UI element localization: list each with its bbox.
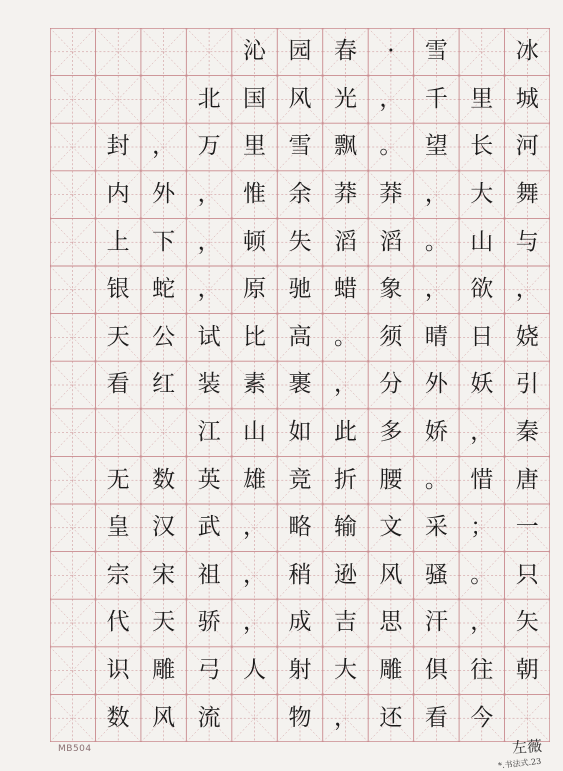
glyph-cell: 吉 [333,609,357,636]
glyph-cell: 惟 [243,181,267,208]
glyph-cell: 千 [424,85,448,112]
glyph-cell: 欲 [470,276,494,303]
glyph-cell: 看 [106,371,130,398]
glyph-cell: 秦 [515,419,539,446]
glyph-cell: ， [243,561,267,588]
glyph-cell: 晴 [424,323,448,350]
glyph-cell: 裹 [288,371,312,398]
glyph-cell: 余 [288,181,312,208]
glyph-cell: 北 [197,85,221,112]
glyph-cell: 蛇 [152,276,176,303]
glyph-cell: 内 [106,181,130,208]
glyph-cell: 往 [470,657,494,684]
glyph-cell: 园 [288,38,312,65]
glyph-cell: ， [424,276,448,303]
glyph-cell: ， [243,609,267,636]
glyph-cell: 雕 [379,657,403,684]
glyph-cell: 大 [470,181,494,208]
glyph-cell: 大 [333,657,357,684]
glyph-cell: 日 [470,323,494,350]
glyph-cell: 矢 [515,609,539,636]
glyph-cell: 装 [197,371,221,398]
glyph-cell: 驰 [288,276,312,303]
glyph-cell: 下 [152,228,176,255]
glyph-cell: 俱 [424,657,448,684]
glyph-cell: 山 [470,228,494,255]
glyph-cell: 长 [470,133,494,160]
glyph-cell: ， [470,609,494,636]
glyph-cell: 成 [288,609,312,636]
glyph-cell: ， [197,181,221,208]
glyph-cell: 骚 [424,561,448,588]
glyph-cell: 高 [288,323,312,350]
glyph-cell: 封 [106,133,130,160]
glyph-cell: 。 [424,228,448,255]
glyph-cell: 。 [470,561,494,588]
glyph-cell: 须 [379,323,403,350]
glyph-cell: ， [515,276,539,303]
glyph-cell: 莽 [333,181,357,208]
glyph-cell: 雪 [424,38,448,65]
glyph-cell: 光 [333,85,357,112]
grid-sheet [50,28,550,742]
glyph-cell: ， [379,85,403,112]
glyph-cell: 代 [106,609,130,636]
glyph-cell: ， [152,133,176,160]
glyph-cell: 稍 [288,561,312,588]
glyph-cell: 。 [424,466,448,493]
glyph-cell: 。 [333,323,357,350]
glyph-cell: 多 [379,419,403,446]
glyph-cell: ， [197,228,221,255]
glyph-cell: 国 [243,85,267,112]
glyph-cell: 人 [243,657,267,684]
glyph-cell: 妖 [470,371,494,398]
glyph-cell: 蜡 [333,276,357,303]
glyph-cell: 宗 [106,561,130,588]
glyph-cell: 朝 [515,657,539,684]
glyph-cell: 腰 [379,466,403,493]
glyph-cell: 分 [379,371,403,398]
glyph-cell: 数 [106,704,130,731]
glyph-cell: 雕 [152,657,176,684]
glyph-cell: 流 [197,704,221,731]
glyph-cell: 江 [197,419,221,446]
glyph-cell: 与 [515,228,539,255]
glyph-cell: 天 [106,323,130,350]
glyph-cell: ， [424,181,448,208]
glyph-cell: 思 [379,609,403,636]
glyph-cell: 山 [243,419,267,446]
glyph-cell: 风 [152,704,176,731]
glyph-cell: 物 [288,704,312,731]
glyph-cell: 只 [515,561,539,588]
signature: 左薇 [511,736,543,758]
glyph-cell: 识 [106,657,130,684]
glyph-cell: 竞 [288,466,312,493]
glyph-cell: ， [470,419,494,446]
glyph-cell: 娆 [515,323,539,350]
glyph-cell: 失 [288,228,312,255]
glyph-cell: 望 [424,133,448,160]
glyph-cell: ； [470,514,494,541]
glyph-cell: 冰 [515,38,539,65]
glyph-cell: 武 [197,514,221,541]
glyph-cell: 文 [379,514,403,541]
glyph-cell: 城 [515,85,539,112]
glyph-cell: 滔 [379,228,403,255]
glyph-cell: 今 [470,704,494,731]
glyph-cell: 一 [515,514,539,541]
glyph-cell: 银 [106,276,130,303]
glyph-cell: 外 [152,181,176,208]
glyph-cell: · [387,38,395,65]
glyph-cell: 。 [379,133,403,160]
glyph-cell: 引 [515,371,539,398]
glyph-cell: 原 [243,276,267,303]
glyph-cell: 风 [288,85,312,112]
glyph-cell: 里 [470,85,494,112]
glyph-cell: 祖 [197,561,221,588]
glyph-cell: 射 [288,657,312,684]
glyph-cell: 舞 [515,181,539,208]
glyph-cell: 采 [424,514,448,541]
glyph-cell: 看 [424,704,448,731]
glyph-cell: 雄 [243,466,267,493]
glyph-cell: 飘 [333,133,357,160]
glyph-cell: 试 [197,323,221,350]
glyph-cell: 英 [197,466,221,493]
glyph-cell: 皇 [106,514,130,541]
glyph-cell: 比 [243,323,267,350]
glyph-cell: 略 [288,514,312,541]
signature-date: *.书法式.23 [497,756,542,771]
glyph-cell: 输 [333,514,357,541]
glyph-cell: 顿 [243,228,267,255]
glyph-cell: 逊 [333,561,357,588]
glyph-cell: 公 [152,323,176,350]
glyph-cell: 汗 [424,609,448,636]
glyph-cell: 里 [243,133,267,160]
glyph-cell: 如 [288,419,312,446]
glyph-cell: 此 [333,419,357,446]
glyph-cell: 天 [152,609,176,636]
glyph-cell: 折 [333,466,357,493]
glyph-cell: 无 [106,466,130,493]
glyph-cell: 外 [424,371,448,398]
glyph-cell: 雪 [288,133,312,160]
glyph-cell: 春 [333,38,357,65]
glyph-cell: 莽 [379,181,403,208]
glyph-cell: 骄 [197,609,221,636]
glyph-cell: 风 [379,561,403,588]
glyph-cell: 宋 [152,561,176,588]
glyph-cell: 红 [152,371,176,398]
glyph-cell: 弓 [197,657,221,684]
glyph-cell: 汉 [152,514,176,541]
glyph-cell: 娇 [424,419,448,446]
paper-code: MB504 [58,744,92,754]
glyph-cell: 万 [197,133,221,160]
glyph-cell: 滔 [333,228,357,255]
glyph-cell: ， [197,276,221,303]
glyph-cell: 惜 [470,466,494,493]
glyph-cell: 唐 [515,466,539,493]
glyph-cell: 还 [379,704,403,731]
glyph-cell: ， [333,371,357,398]
glyph-cell: 河 [515,133,539,160]
glyph-cell: 沁 [243,38,267,65]
glyph-cell: 素 [243,371,267,398]
glyph-cell: 象 [379,276,403,303]
glyph-cell: 数 [152,466,176,493]
glyph-cell: ， [243,514,267,541]
glyph-cell: 上 [106,228,130,255]
glyph-cell: ， [333,704,357,731]
